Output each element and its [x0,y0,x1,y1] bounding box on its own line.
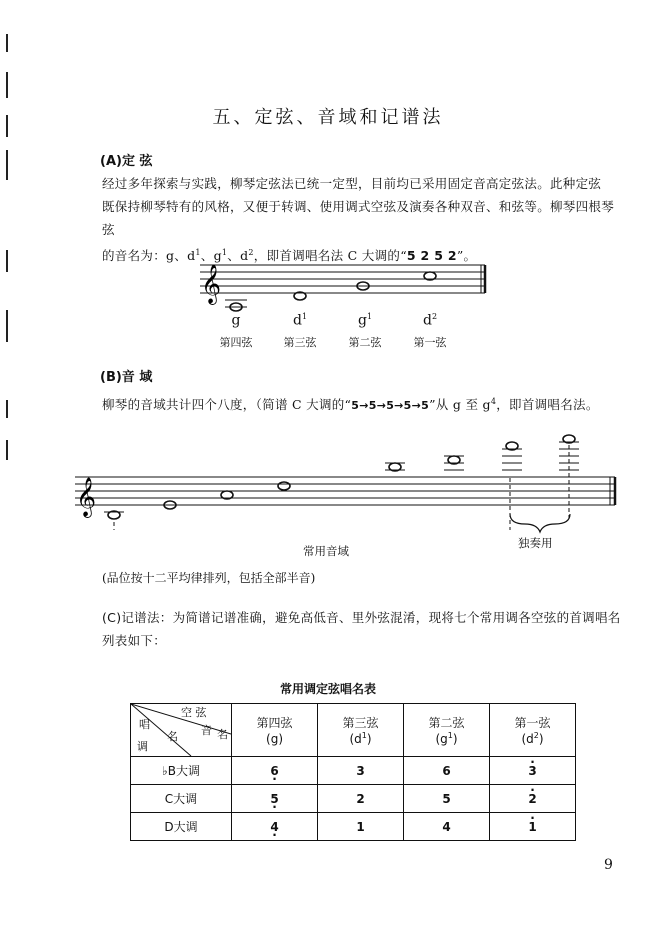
value-cell [490,813,576,841]
pitch-letter: d [526,732,534,746]
string-pitch [345,312,385,329]
text-fragment: 柳琴的音域共计四个八度，（简谱 C 大调的“ [102,397,352,413]
column-header [404,704,490,757]
pitch-letter: g [440,732,448,746]
pitch-letter: g [357,312,367,329]
binding-mark [6,400,8,418]
value-cell [318,785,404,813]
column-header [318,704,404,757]
corner-label: 名 [167,730,178,743]
column-header [232,704,318,757]
text-fragment: 、g [200,248,222,264]
superscript: 1 [447,731,453,740]
string-label: 第四弦 [219,336,253,349]
superscript: 1 [301,312,308,321]
column-name: 第四弦 [256,716,293,730]
column-name: 第三弦 [342,716,379,730]
column-pitch: $(d^1)$ [349,731,372,746]
table-caption: 常用调定弦唱名表 [279,682,376,696]
table-row [131,785,576,813]
section-c-paragraph [102,606,632,652]
key-cell: ♭B大调 [131,757,232,785]
string-pitch [410,312,450,329]
corner-label: 空 弦 [181,706,207,719]
column-header [490,704,576,757]
superscript: 2 [248,248,254,257]
binding-mark [6,310,8,342]
jianpu-mid: 1 [356,819,365,834]
value-cell [404,785,490,813]
string-label: 第一弦 [413,336,447,349]
column-pitch: (g) [266,732,283,746]
value-cell [318,757,404,785]
value-cell [490,757,576,785]
binding-mark [6,34,8,52]
text-fragment: ”从 g 至 g [429,397,491,413]
superscript: 2 [533,731,539,740]
jianpu-mid: 4 [442,819,451,834]
note-f1 [278,482,290,490]
corner-label: 调 [137,740,148,753]
pitch-letter: d [422,312,432,329]
table-row [131,813,576,841]
binding-mark [6,150,8,180]
column-pitch: $(d^2)$ [521,731,544,746]
binding-mark [6,250,8,272]
section-a-heading: (A)定 弦 [100,154,153,169]
treble-clef-icon: 𝄞 [201,264,222,304]
column-name: 第二弦 [428,716,465,730]
string-label: 第三弦 [283,336,317,349]
jianpu-mid: 6 [442,763,451,778]
para-line: 既保持柳琴特有的风格，又便于转调、使用调式空弦及演奏各种双音、和弦等。柳琴四根琴弦 [102,199,615,237]
corner-label: 名 [217,728,228,741]
table-header-row [131,704,576,757]
string-pitch [216,312,256,329]
superscript: 1 [221,248,228,257]
key-cell: D大调 [131,813,232,841]
jianpu-low: 4 · [270,820,278,834]
pitch-letter: d [354,732,362,746]
jianpu-mid: 5 [442,791,451,806]
superscript: 1 [366,312,373,321]
value-cell [404,813,490,841]
value-cell [232,785,318,813]
corner-label: 唱 [139,718,150,731]
value-cell [404,757,490,785]
jianpu-high: · 2 [528,792,536,806]
treble-clef-icon: 𝄞 [76,477,97,517]
solo-range-brace [505,512,575,536]
para-line: 经过多年探索与实践，柳琴定弦法已统一定型，目前均已采用固定音高定弦法。此种定弦 [102,176,602,191]
jianpu-high: · 1 [528,820,536,834]
common-range-label: 常用音域 [303,544,349,558]
jianpu-sequence: 5→5→5→5→5 [351,399,430,413]
open-strings-staff [195,255,495,315]
superscript: 2 [431,312,438,321]
binding-mark [6,440,8,460]
tuning-table [130,703,576,841]
pitch-letter: d [292,312,302,329]
jianpu-low: 5 · [270,792,278,806]
binding-mark [6,72,8,98]
jianpu-low: 6 · [270,764,278,778]
corner-cell [131,704,232,757]
superscript: 1 [195,248,201,257]
superscript: 1 [361,731,367,740]
table-row [131,757,576,785]
corner-label: 音 [201,724,212,737]
para-line: 列表如下： [102,633,167,648]
range-footnote: (品位按十二平均律排列，包括全部半音) [102,571,316,585]
text-fragment: ，即首调唱名法 C 大调的“ [253,248,407,264]
text-fragment: ，即首调唱名法。 [496,397,599,413]
text-fragment: 、d [227,248,249,264]
text-fragment: ”。 [456,248,477,264]
pitch-letter: g [270,732,279,746]
column-name: 第一弦 [514,716,551,730]
section-b-paragraph [102,390,632,417]
value-cell [490,785,576,813]
jianpu-high: · 3 [528,764,536,778]
section-b-heading: (B)音 域 [100,370,153,385]
value-cell [232,813,318,841]
superscript: 4 [490,397,497,406]
page-number: 9 [604,857,613,873]
jianpu-mid: 2 [356,791,365,806]
column-pitch: $(g^1)$ [435,731,458,746]
value-cell [232,757,318,785]
para-line: (C)记谱法：为简谱记谱准确，避免高低音、里外弦混淆，现将七个常用调各空弦的首调唱名 [102,610,621,625]
key-cell: C大调 [131,785,232,813]
solo-range-label: 独奏用 [518,536,553,550]
pitch-letter: g [231,312,241,329]
value-cell [318,813,404,841]
jianpu-mid: 3 [356,763,365,778]
string-pitch [280,312,320,329]
string-label: 第二弦 [348,336,382,349]
text-fragment: 的音名为：g、d [102,248,196,264]
page-title: 五、定弦、音域和记谱法 [212,107,444,128]
jianpu-numbers: 5 2 5 2 [406,248,457,264]
section-a-paragraph [102,172,622,267]
